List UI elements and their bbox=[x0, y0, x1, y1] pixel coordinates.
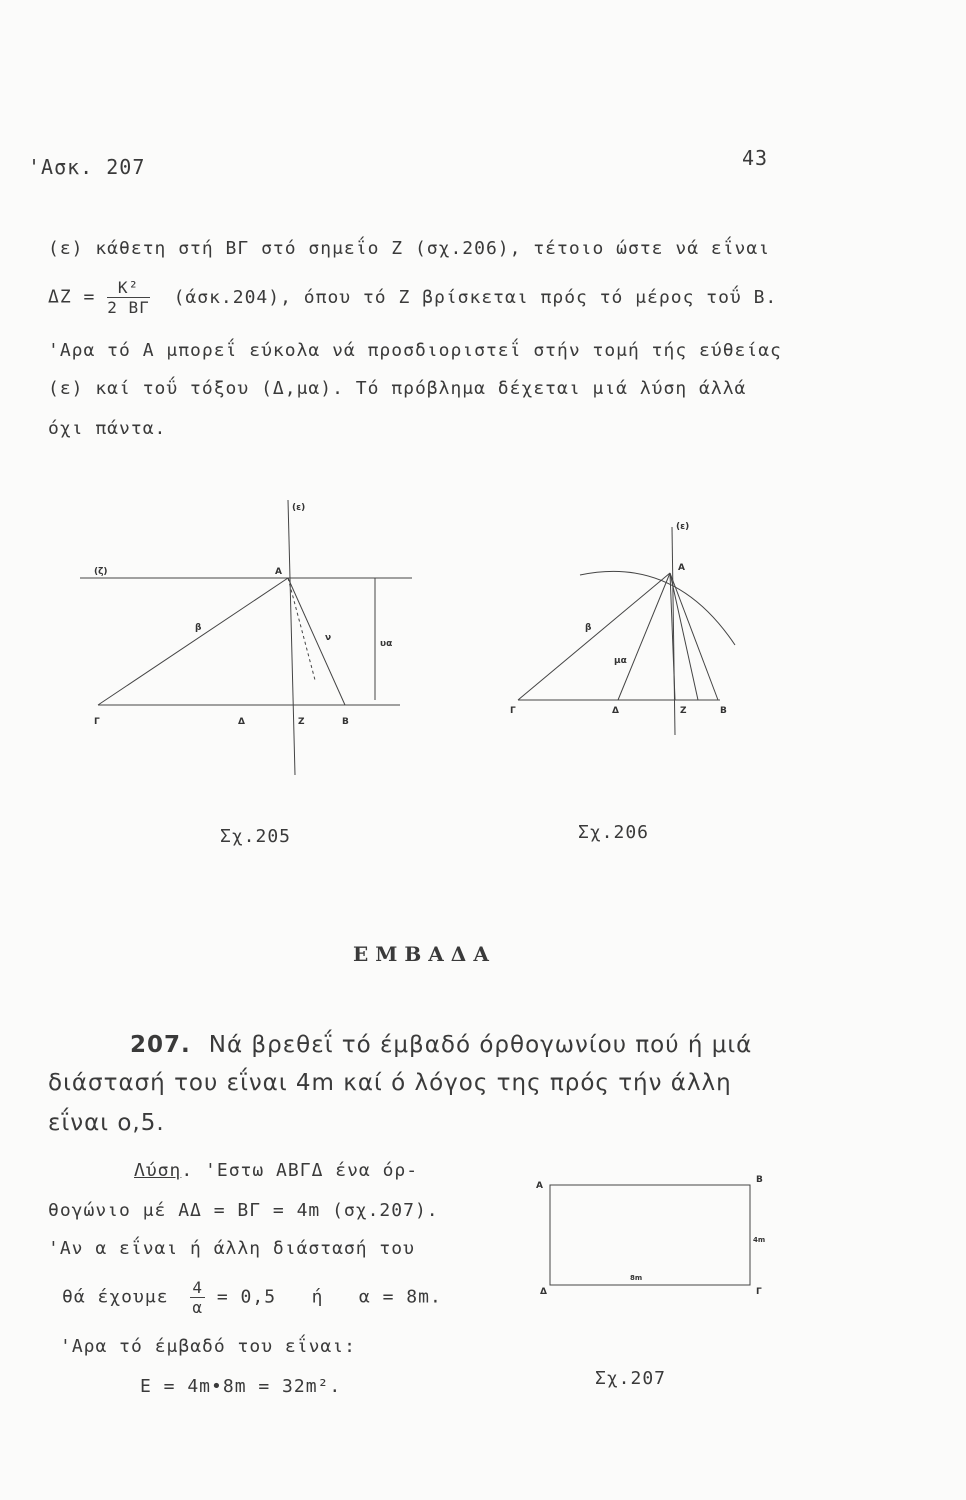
label-bottom: 8m bbox=[630, 1274, 643, 1282]
label-b: Β bbox=[342, 717, 349, 727]
dz-numerator: K² bbox=[107, 278, 150, 298]
solution-207-line3: 'Αν α εΐναι ή άλλη διάστασή του bbox=[48, 1238, 415, 1259]
label-a: Α bbox=[536, 1181, 543, 1191]
figure-207-caption: Σχ.207 bbox=[595, 1368, 667, 1389]
solution-207-line5: 'Αρα τό έμβαδό του εΐναι: bbox=[60, 1336, 356, 1357]
label-a: Α bbox=[275, 567, 282, 577]
solution-207-line6: Ε = 4m•8m = 32m². bbox=[140, 1376, 342, 1397]
exercise-label: 'Ασκ. 207 bbox=[28, 155, 146, 179]
label-ua: υα bbox=[380, 639, 393, 649]
label-b: Β bbox=[720, 706, 727, 716]
label-g: Γ bbox=[94, 717, 100, 727]
problem-number: 207. bbox=[130, 1032, 191, 1058]
solution-206-line3: 'Αρα τό Α μπορεΐ εύκολα νά προσδιοριστεΐ στήν τομή τής εύθείας bbox=[48, 340, 782, 361]
ratio-denominator: α bbox=[192, 1298, 204, 1317]
problem-text1: Νά βρεθεΐ τό έμβαδό όρθογωνίου πού ή μιά bbox=[208, 1032, 753, 1058]
figure-205 bbox=[70, 490, 430, 790]
label-v: ν bbox=[325, 633, 332, 643]
dz-prefix: ΔΖ = bbox=[48, 286, 96, 308]
solution-206-line1: (ε) κάθετη στή ΒΓ στό σημεΐο Ζ (σχ.206), τέτοιο ώστε νά εΐναι bbox=[48, 238, 771, 259]
side-beta bbox=[518, 573, 670, 700]
figure-207 bbox=[530, 1170, 780, 1300]
segment-v bbox=[288, 578, 345, 705]
solution-line1-rest: . 'Εστω ΑΒΓΔ ένα όρ- bbox=[181, 1160, 419, 1181]
solution-206-line4: (ε) καί τοΰ τόξου (Δ,μα). Τό πρόβλημα δέχεται μιά λύση άλλά bbox=[48, 378, 747, 399]
label-g: Γ bbox=[510, 706, 516, 716]
solution-206-line5: όχι πάντα. bbox=[48, 418, 167, 439]
label-beta: β bbox=[195, 623, 202, 633]
solution-207-line1 bbox=[134, 1160, 418, 1181]
figure-206-caption: Σχ.206 bbox=[578, 822, 650, 843]
dz-fraction bbox=[107, 278, 150, 317]
ratio-fraction bbox=[190, 1278, 205, 1317]
side-beta bbox=[98, 578, 288, 705]
median-ma bbox=[618, 573, 670, 700]
problem-207-line2: διάστασή του εΐναι 4m καί ό λόγος της πρός τήν άλλη bbox=[48, 1070, 732, 1096]
page-number: 43 bbox=[742, 146, 769, 170]
label-z: Ζ bbox=[298, 717, 305, 727]
dz-denominator: 2 ΒΓ bbox=[107, 298, 150, 317]
label-a: Α bbox=[678, 563, 685, 573]
figure-206 bbox=[500, 515, 760, 745]
solution-206-line2 bbox=[48, 278, 777, 317]
label-g: Γ bbox=[756, 1287, 762, 1297]
line4-prefix: θά έχουμε bbox=[62, 1286, 169, 1308]
label-zeta: (ζ) bbox=[94, 567, 108, 577]
label-side: 4m bbox=[753, 1236, 766, 1244]
label-beta: β bbox=[585, 623, 592, 633]
problem-207-line1 bbox=[130, 1032, 752, 1058]
label-d: Δ bbox=[540, 1287, 547, 1297]
label-ma: μα bbox=[614, 656, 627, 666]
label-epsilon: (ε) bbox=[292, 503, 306, 513]
rectangle-abgd bbox=[550, 1185, 750, 1285]
label-z: Ζ bbox=[680, 706, 687, 716]
solution-207-line4 bbox=[62, 1278, 442, 1317]
line4-rest: = 0,5 ή α = 8m. bbox=[216, 1286, 442, 1308]
ratio-numerator: 4 bbox=[192, 1278, 204, 1297]
solution-207-line2: θογώνιο μέ ΑΔ = ΒΓ = 4m (σχ.207). bbox=[48, 1200, 439, 1221]
label-epsilon: (ε) bbox=[676, 522, 690, 532]
line-epsilon bbox=[288, 500, 295, 775]
label-b: Β bbox=[756, 1175, 763, 1185]
solution-heading: Λύση bbox=[134, 1160, 182, 1181]
label-d: Δ bbox=[612, 706, 619, 716]
figure-205-caption: Σχ.205 bbox=[220, 826, 292, 847]
arc-d-ma bbox=[580, 571, 735, 645]
section-title: ΕΜΒΑΔΑ bbox=[353, 942, 496, 966]
problem-207-line3: εΐναι ο,5. bbox=[48, 1110, 165, 1136]
dz-rest: (άσκ.204), όπου τό Ζ βρίσκεται πρός τό μέρος τοΰ Β. bbox=[173, 286, 778, 308]
label-d: Δ bbox=[238, 717, 245, 727]
